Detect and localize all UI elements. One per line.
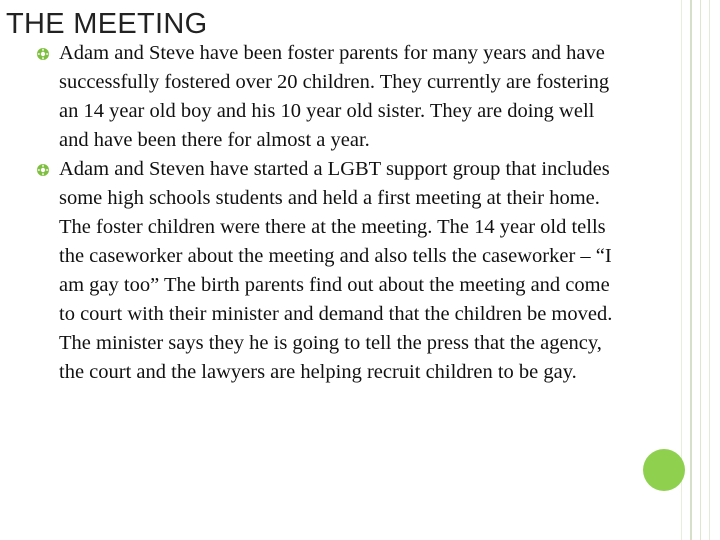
- slide-title: THE MEETING: [6, 8, 208, 40]
- gear-bullet-icon: [36, 47, 50, 61]
- bullet-item: [36, 39, 626, 155]
- bullet-text: Adam and Steven have started a LGBT support group that includes some high schools students and held a first meeting at their home. The foster children were there at the meeting. The 14 year old tells the caseworker about the meeting and also tells the caseworker – “I am gay too” The birth parents find out about the meeting and come to court with their minister and demand that the children be moved. The minister says they he is going to tell the press that the agency, the court and the lawyers are helping recruit children to be gay.: [59, 158, 613, 383]
- bullet-list: [36, 39, 626, 387]
- decorative-circle: [643, 449, 685, 491]
- bullet-item: [36, 155, 626, 387]
- decorative-line: [700, 0, 701, 540]
- decorative-line: [709, 0, 710, 540]
- decorative-line: [690, 0, 692, 540]
- gear-bullet-icon: [36, 163, 50, 177]
- bullet-text: Adam and Steve have been foster parents for many years and have successfully fostered over 20 children. They currently are fostering an 14 year old boy and his 10 year old sister. They are doing well and have been there for almost a year.: [59, 42, 610, 151]
